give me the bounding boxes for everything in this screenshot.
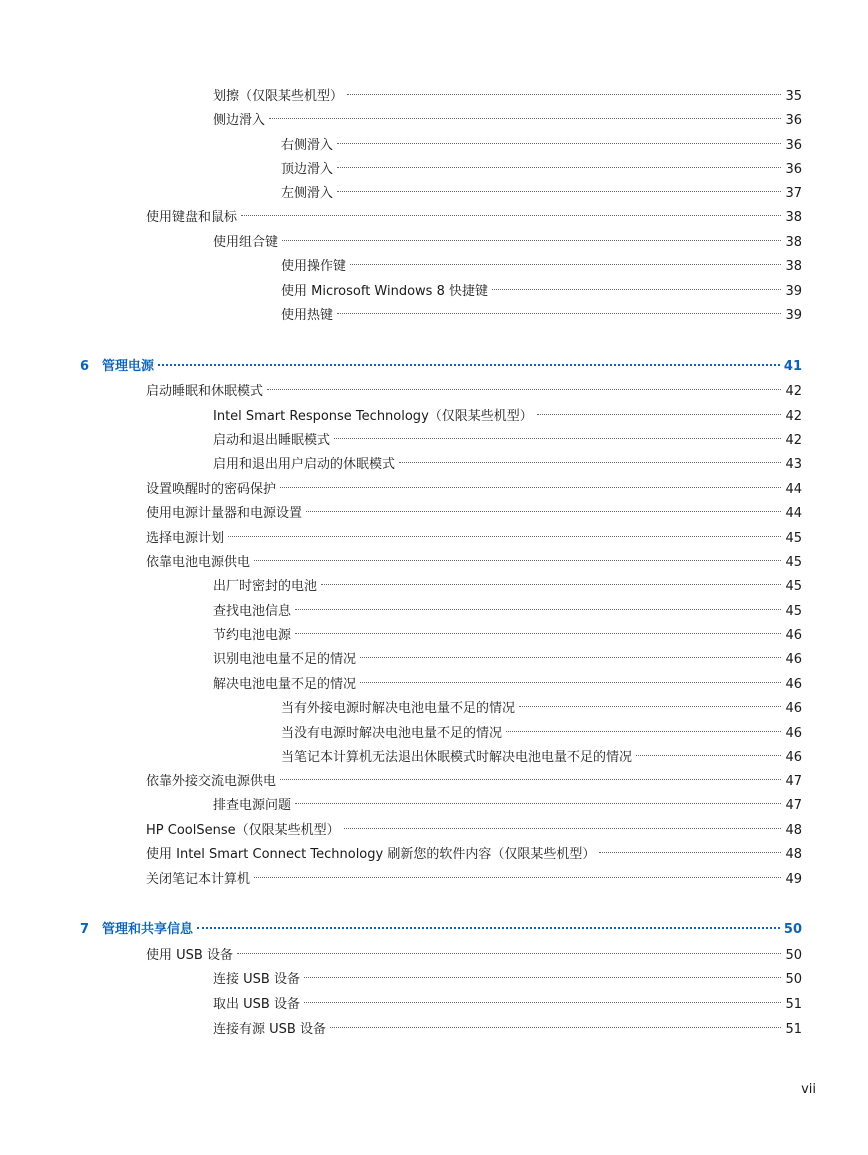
toc-page-number: 50 [783,922,802,937]
toc-entry[interactable] [146,945,802,967]
dot-leader [636,754,781,756]
toc-page-number: 43 [785,457,802,472]
toc-entry[interactable] [146,844,802,866]
dot-leader [337,142,781,144]
dot-leader [321,583,781,585]
toc-entry-title: 连接 USB 设备 [213,972,300,987]
toc-entry-title: 选择电源计划 [146,531,225,546]
toc-entry[interactable] [146,771,802,793]
dot-leader [344,827,782,829]
dot-leader [280,486,781,488]
chapter-number: 7 [80,922,90,937]
toc-entry-title: 使用热键 [281,308,334,323]
toc-page-number: 38 [785,235,802,250]
toc-entry[interactable] [146,820,802,842]
chapter-number: 6 [80,359,90,374]
toc-entry[interactable] [213,1019,802,1041]
dot-leader [228,535,781,537]
toc-entry-title: 划擦（仅限某些机型） [213,89,344,104]
dot-leader [304,1001,782,1003]
toc-entry[interactable] [146,479,802,501]
dot-leader [158,363,780,366]
toc-page-number: 51 [785,1022,802,1037]
toc-page-number: 42 [785,409,802,424]
toc-entry-title: 连接有源 USB 设备 [213,1022,326,1037]
chapter-title: 管理电源 [102,359,155,374]
toc-entry-title: 使用 USB 设备 [146,948,233,963]
toc-entry-title: 使用电源计量器和电源设置 [146,506,303,521]
toc-entry-title: 设置唤醒时的密码保护 [146,482,277,497]
toc-entry[interactable] [213,994,802,1016]
toc-entry[interactable] [213,406,802,428]
toc-page-number: 46 [785,628,802,643]
toc-page-number: 39 [785,308,802,323]
toc-page-number: 36 [785,138,802,153]
dot-leader [492,288,781,290]
toc-page-number: 47 [785,774,802,789]
dot-leader [347,93,781,95]
toc-entry-title: 当笔记本计算机无法退出休眠模式时解决电池电量不足的情况 [281,750,633,765]
dot-leader [360,656,781,658]
toc-entry-title: 出厂时密封的电池 [213,579,318,594]
toc-chapter-entry[interactable] [80,356,802,378]
toc-entry[interactable] [146,869,802,891]
toc-entry[interactable] [146,503,802,525]
toc-page-number: 42 [785,384,802,399]
toc-entry[interactable] [213,674,802,696]
dot-leader [337,312,781,314]
toc-page-number: 46 [785,726,802,741]
toc-entry-title [80,356,158,378]
toc-page-number: 37 [785,186,802,201]
toc-page-number: 44 [785,506,802,521]
dot-leader [337,166,781,168]
toc-page-number: 45 [785,604,802,619]
toc-entry-title: 使用操作键 [281,259,347,274]
dot-leader [254,876,781,878]
dot-leader [295,608,781,610]
toc-entry[interactable] [281,159,802,181]
toc-entry-title: 顶边滑入 [281,162,334,177]
toc-page-number: 46 [785,652,802,667]
toc-entry[interactable] [213,232,802,254]
toc-entry-title: 解决电池电量不足的情况 [213,677,357,692]
dot-leader [519,705,781,707]
toc-entry[interactable] [281,747,802,769]
toc-entry-title: 启动和退出睡眠模式 [213,433,331,448]
dot-leader [237,952,782,954]
toc-entry[interactable] [281,183,802,205]
toc-entry-title: 依靠电池电源供电 [146,555,251,570]
dot-leader [304,976,782,978]
toc-entry-title: 启动睡眠和休眠模式 [146,384,264,399]
dot-leader [295,632,781,634]
toc-entry[interactable] [213,969,802,991]
toc-entry[interactable] [146,528,802,550]
page-number: vii [801,1082,816,1097]
toc-entry-title: 启用和退出用户启动的休眠模式 [213,457,396,472]
toc-entry[interactable] [213,576,802,598]
dot-leader [599,851,781,853]
toc-page-number: 50 [785,948,802,963]
toc-page-number: 50 [785,972,802,987]
toc-chapter-entry[interactable] [80,919,802,941]
toc-entry[interactable] [213,430,802,452]
dot-leader [350,263,781,265]
toc-entry[interactable] [281,281,802,303]
toc-page-number: 48 [785,823,802,838]
toc-entry[interactable] [146,552,802,574]
toc-entry[interactable] [281,256,802,278]
toc-entry[interactable] [213,601,802,623]
toc-page-number: 46 [785,750,802,765]
dot-leader [295,802,781,804]
dot-leader [360,681,781,683]
toc-page-number: 44 [785,482,802,497]
toc-entry[interactable] [146,207,802,229]
dot-leader [197,926,780,929]
toc-entry-title: 使用组合键 [213,235,279,250]
toc-entry[interactable] [281,305,802,327]
toc-page-number: 35 [785,89,802,104]
toc-entry[interactable] [213,454,802,476]
toc-page-number: 38 [785,210,802,225]
dot-leader [269,117,781,119]
toc-entry-title: 取出 USB 设备 [213,997,300,1012]
toc-entry[interactable] [213,649,802,671]
toc-entry-title: Intel Smart Response Technology（仅限某些机型） [213,409,533,424]
toc-entry[interactable] [281,698,802,720]
toc-entry[interactable] [213,110,802,132]
toc-entry-title: 右侧滑入 [281,138,334,153]
toc-entry-title: 当有外接电源时解决电池电量不足的情况 [281,701,516,716]
toc-page-number: 41 [783,359,802,374]
toc-entry[interactable] [213,795,802,817]
toc-page-number: 51 [785,997,802,1012]
toc-entry-title: 排查电源问题 [213,798,292,813]
toc-entry-title: 识别电池电量不足的情况 [213,652,357,667]
toc-entry-title: 查找电池信息 [213,604,292,619]
toc-page-number: 47 [785,798,802,813]
dot-leader [506,730,781,732]
toc-page-number: 36 [785,113,802,128]
toc-page-number: 45 [785,579,802,594]
toc-entry-title: 侧边滑入 [213,113,266,128]
toc-entry-title [80,919,197,941]
dot-leader [337,190,781,192]
dot-leader [306,510,781,512]
toc-entry[interactable] [146,381,802,403]
toc-page-number: 46 [785,677,802,692]
toc-page-number: 48 [785,847,802,862]
toc-entry-title: HP CoolSense（仅限某些机型） [146,823,340,838]
toc-page-number: 49 [785,872,802,887]
toc-page-number: 42 [785,433,802,448]
dot-leader [330,1026,782,1028]
dot-leader [399,461,781,463]
toc-entry-title: 使用键盘和鼠标 [146,210,238,225]
dot-leader [537,413,782,415]
toc-page-number: 46 [785,701,802,716]
toc-entry-title: 使用 Intel Smart Connect Technology 刷新您的软件内容（仅限某些机型） [146,847,596,862]
dot-leader [280,778,781,780]
dot-leader [254,559,781,561]
toc-page-number: 36 [785,162,802,177]
toc-page-number: 45 [785,555,802,570]
dot-leader [241,214,781,216]
dot-leader [267,388,781,390]
toc-entry[interactable] [213,86,802,108]
chapter-title: 管理和共享信息 [102,922,194,937]
toc-entry[interactable] [281,135,802,157]
toc-entry-title: 节约电池电源 [213,628,292,643]
toc-entry-title: 当没有电源时解决电池电量不足的情况 [281,726,503,741]
toc-page-number: 39 [785,284,802,299]
toc-entry-title: 使用 Microsoft Windows 8 快捷键 [281,284,488,299]
toc-entry[interactable] [213,625,802,647]
toc-entry[interactable] [281,723,802,745]
dot-leader [282,239,781,241]
toc-page-number: 38 [785,259,802,274]
toc-entry-title: 关闭笔记本计算机 [146,872,251,887]
toc-entry-title: 左侧滑入 [281,186,334,201]
toc-entry-title: 依靠外接交流电源供电 [146,774,277,789]
toc-page-number: 45 [785,531,802,546]
dot-leader [334,437,781,439]
